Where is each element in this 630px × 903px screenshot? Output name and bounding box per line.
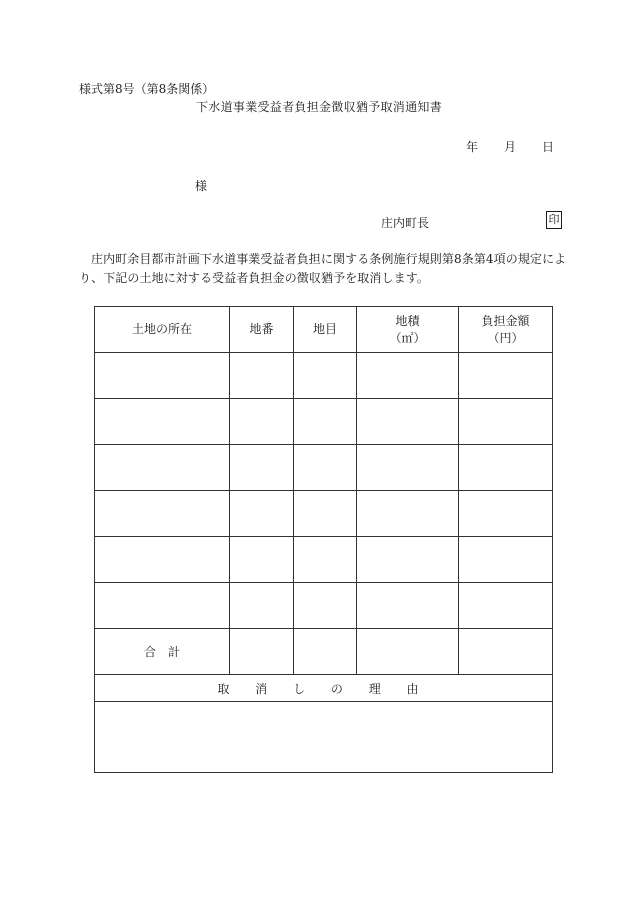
cell-lot-number[interactable] (230, 399, 294, 445)
date-year: 年 (466, 140, 479, 154)
reason-header-row (95, 675, 553, 702)
date-day: 日 (542, 140, 555, 154)
header-lot-number: 地番 (230, 307, 294, 353)
seal-mark: 印 (546, 211, 562, 229)
cell-location[interactable] (95, 537, 230, 583)
cell-location[interactable] (95, 583, 230, 629)
total-area[interactable] (357, 629, 459, 675)
table-row (95, 445, 553, 491)
cell-area[interactable] (357, 537, 459, 583)
notice-body-text: 庄内町余目都市計画下水道事業受益者負担に関する条例施行規則第8条第4項の規定により、下記の土地に対する受益者負担金の徴収猶予を取消します。 (79, 252, 567, 285)
date-month: 月 (504, 140, 517, 154)
addressee-suffix: 様 (195, 179, 208, 193)
header-area-unit: （㎡） (389, 330, 426, 345)
cell-land-category[interactable] (294, 353, 357, 399)
cell-lot-number[interactable] (230, 491, 294, 537)
total-row (95, 629, 553, 675)
total-land-category[interactable] (294, 629, 357, 675)
total-label: 合 計 (95, 629, 230, 675)
table-row (95, 399, 553, 445)
cell-location[interactable] (95, 399, 230, 445)
cell-location[interactable] (95, 445, 230, 491)
mayor-title: 庄内町長 (381, 216, 430, 230)
header-area (357, 307, 459, 353)
reason-field[interactable] (95, 702, 553, 773)
cell-location[interactable] (95, 353, 230, 399)
cell-lot-number[interactable] (230, 537, 294, 583)
cell-amount[interactable] (459, 583, 553, 629)
cell-area[interactable] (357, 353, 459, 399)
cell-lot-number[interactable] (230, 445, 294, 491)
date-line (466, 138, 554, 155)
document-title: 下水道事業受益者負担金徴収猶予取消通知書 (196, 100, 443, 114)
cell-area[interactable] (357, 445, 459, 491)
cell-amount[interactable] (459, 491, 553, 537)
header-amount (459, 307, 553, 353)
header-amount-label: 負担金額 (481, 313, 530, 328)
header-amount-unit: （円） (487, 330, 524, 345)
total-lot-number[interactable] (230, 629, 294, 675)
cell-amount[interactable] (459, 537, 553, 583)
table-row (95, 583, 553, 629)
cell-area[interactable] (357, 583, 459, 629)
header-land-category: 地目 (294, 307, 357, 353)
table-row (95, 491, 553, 537)
form-number-label: 様式第8号（第8条関係） (79, 82, 215, 96)
header-area-label: 地積 (395, 313, 420, 328)
cell-land-category[interactable] (294, 399, 357, 445)
cell-amount[interactable] (459, 353, 553, 399)
cell-area[interactable] (357, 399, 459, 445)
cell-location[interactable] (95, 491, 230, 537)
cell-land-category[interactable] (294, 445, 357, 491)
cell-land-category[interactable] (294, 583, 357, 629)
land-table (94, 306, 553, 773)
reason-body-row (95, 702, 553, 773)
cell-area[interactable] (357, 491, 459, 537)
cell-land-category[interactable] (294, 537, 357, 583)
cell-amount[interactable] (459, 399, 553, 445)
reason-label: 取 消 し の 理 由 (95, 675, 553, 702)
cell-lot-number[interactable] (230, 353, 294, 399)
cell-land-category[interactable] (294, 491, 357, 537)
table-row (95, 353, 553, 399)
table-header-row (95, 307, 553, 353)
cell-lot-number[interactable] (230, 583, 294, 629)
cell-amount[interactable] (459, 445, 553, 491)
table-row (95, 537, 553, 583)
header-location: 土地の所在 (95, 307, 230, 353)
total-amount[interactable] (459, 629, 553, 675)
